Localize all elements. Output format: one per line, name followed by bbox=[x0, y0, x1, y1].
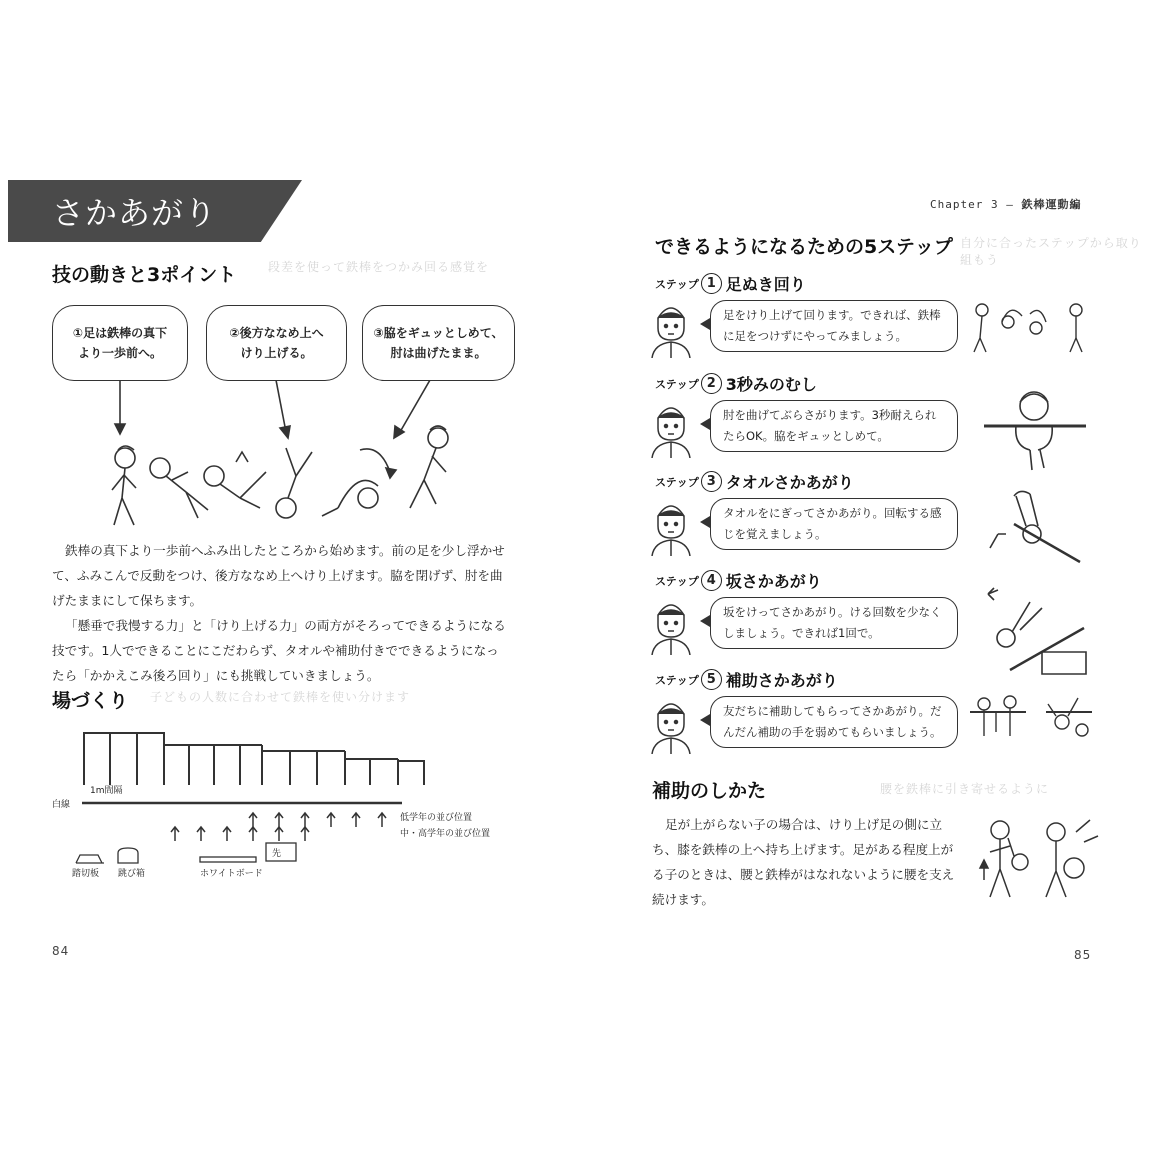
faded-heading-2: 子どもの人数に合わせて鉄棒を使い分けます bbox=[150, 690, 411, 704]
step-4-heading bbox=[655, 569, 822, 592]
springboard-label: 踏切板 bbox=[72, 869, 100, 879]
arrow-2 bbox=[276, 380, 286, 432]
whiteboard-shape bbox=[200, 857, 256, 862]
assist-paragraph: 足が上がらない子の場合は、けり上げ足の側に立ち、膝を鉄棒の上へ持ち上げます。足がある程度上がる子のときは、腰と鉄棒がはなれないように腰を支え続けます。 bbox=[652, 817, 955, 907]
step-number: 2 bbox=[701, 373, 722, 394]
step-number: 5 bbox=[701, 669, 722, 690]
page-number-left: 84 bbox=[52, 944, 70, 958]
point-box-2 bbox=[206, 305, 347, 381]
section-heading-moves: 技の動きと3ポイント bbox=[52, 264, 237, 286]
speech-tail bbox=[700, 516, 710, 528]
point-text-2: ②後方ななめ上へけり上げる。 bbox=[229, 326, 324, 360]
step-3-illustration bbox=[984, 484, 1084, 564]
assist-illustration bbox=[976, 812, 1106, 902]
step-2-heading bbox=[655, 372, 817, 395]
arrow-head-2 bbox=[280, 426, 290, 438]
whiteboard-label: ホワイトボード bbox=[200, 869, 263, 879]
speech-bubble-step-2: 肘を曲げてぶらさがります。3秒耐えられたらOK。脇をギュッとしめて。 bbox=[710, 400, 958, 452]
setup-diagram bbox=[52, 725, 512, 885]
figure-5 bbox=[322, 449, 396, 516]
assist-heading: 補助のしかた bbox=[652, 780, 767, 802]
steps-heading: できるようになるための5ステップ bbox=[655, 236, 953, 258]
speech-tail bbox=[700, 318, 710, 330]
step-word: ステップ bbox=[655, 278, 699, 291]
point-text-1: ①足は鉄棒の真下より一歩前へ。 bbox=[72, 326, 168, 360]
step-title: タオルさかあがり bbox=[725, 473, 854, 492]
chapter-number: Chapter 3 bbox=[930, 198, 999, 211]
point-text-3: ③脇をギュッとしめて、肘は曲げたまま。 bbox=[373, 326, 504, 360]
figure-6 bbox=[410, 426, 448, 508]
low-bars bbox=[262, 751, 345, 785]
step-5-heading bbox=[655, 668, 838, 691]
mid-bars bbox=[164, 745, 262, 785]
point-box-3 bbox=[362, 305, 515, 381]
figure-3 bbox=[204, 452, 266, 508]
faded-heading-assist: 腰を鉄棒に引き寄せるように bbox=[880, 782, 1050, 796]
coach-avatar bbox=[648, 692, 694, 754]
step-title: 足ぬき回り bbox=[725, 275, 806, 294]
body-paragraph-2: 「懸垂で我慢する力」と「けり上げる力」の両方がそろってできるようになる技です。1人でできることにこだわらず、タオルや補助付きでできるようになったら「かかえこみ後ろ回り」にも挑戦していきましょう。 bbox=[52, 618, 506, 683]
step-word: ステップ bbox=[655, 575, 699, 588]
step-title: 坂さかあがり bbox=[725, 572, 822, 591]
coach-avatar bbox=[648, 593, 694, 655]
position-arrows bbox=[171, 813, 386, 841]
figure-4 bbox=[276, 448, 312, 518]
step-number: 4 bbox=[701, 570, 722, 591]
lowest-bars bbox=[345, 759, 424, 785]
one-meter-label: 1m間隔 bbox=[90, 786, 123, 796]
speech-tail bbox=[700, 714, 710, 726]
figure-2 bbox=[150, 458, 208, 518]
figure-1 bbox=[112, 446, 136, 525]
coach-avatar bbox=[648, 494, 694, 556]
speech-tail bbox=[700, 615, 710, 627]
body-paragraph-1: 鉄棒の真下より一歩前へふみ出したところから始めます。前の足を少し浮かせて、ふみこんで反動をつけ、後方ななめ上へけり上げます。脇を閉げず、肘を曲げたままにして保ちます。 bbox=[52, 543, 505, 608]
arrow-3 bbox=[400, 380, 430, 432]
teacher-label: 先 bbox=[272, 849, 282, 859]
point-box-1 bbox=[52, 305, 188, 381]
stand-shape bbox=[118, 848, 138, 863]
arrow-head-1 bbox=[115, 424, 125, 434]
coach-avatar bbox=[648, 396, 694, 458]
step-3-heading bbox=[655, 470, 854, 493]
chapter-label: Chapter 3 — 鉄棒運動編 bbox=[930, 198, 1082, 211]
step-title: 3秒みのむし bbox=[725, 375, 817, 394]
faded-heading-right: 自分に合ったステップから取り組もう bbox=[960, 236, 1142, 267]
speech-tail bbox=[700, 418, 710, 430]
step-4-illustration bbox=[980, 582, 1092, 678]
line-label: 白線 bbox=[52, 800, 71, 810]
step-1-illustration bbox=[968, 292, 1108, 362]
mid-grade-position-label: 中・高学年の並び位置 bbox=[400, 829, 491, 839]
step-word: ステップ bbox=[655, 378, 699, 391]
faded-heading: 段差を使って鉄棒をつかみ回る感覚を bbox=[268, 260, 490, 274]
body-text bbox=[52, 538, 507, 688]
stand-label: 跳び箱 bbox=[118, 869, 146, 879]
speech-bubble-step-1: 足をけり上げて回ります。できれば、鉄棒に足をつけずにやってみましょう。 bbox=[710, 300, 958, 352]
step-5-illustration bbox=[966, 690, 1096, 750]
step-number: 3 bbox=[701, 471, 722, 492]
speech-bubble-step-3: タオルをにぎってさかあがり。回転する感じを覚えましょう。 bbox=[710, 498, 958, 550]
step-1-heading bbox=[655, 272, 806, 295]
step-2-illustration bbox=[978, 382, 1090, 474]
springboard-shape bbox=[76, 855, 104, 863]
page-number-right: 85 bbox=[1074, 948, 1092, 962]
step-word: ステップ bbox=[655, 674, 699, 687]
kick-up-sequence-illustration bbox=[90, 380, 520, 540]
speech-bubble-step-4: 坂をけってさかあがり。ける回数を少なくしましょう。できれば1回で。 bbox=[710, 597, 958, 649]
chapter-title: 鉄棒運動編 bbox=[1021, 198, 1082, 211]
coach-avatar bbox=[648, 296, 694, 358]
section-heading-setup: 場づくり bbox=[52, 690, 129, 712]
assist-text-block bbox=[652, 812, 957, 912]
low-grade-position-label: 低学年の並び位置 bbox=[400, 813, 473, 823]
high-bars bbox=[84, 733, 164, 785]
page-title: さかあがり bbox=[52, 194, 218, 232]
step-number: 1 bbox=[701, 273, 722, 294]
step-word: ステップ bbox=[655, 476, 699, 489]
step-title: 補助さかあがり bbox=[725, 671, 838, 690]
speech-bubble-step-5: 友だちに補助してもらってさかあがり。だんだん補助の手を弱めてもらいましょう。 bbox=[710, 696, 958, 748]
